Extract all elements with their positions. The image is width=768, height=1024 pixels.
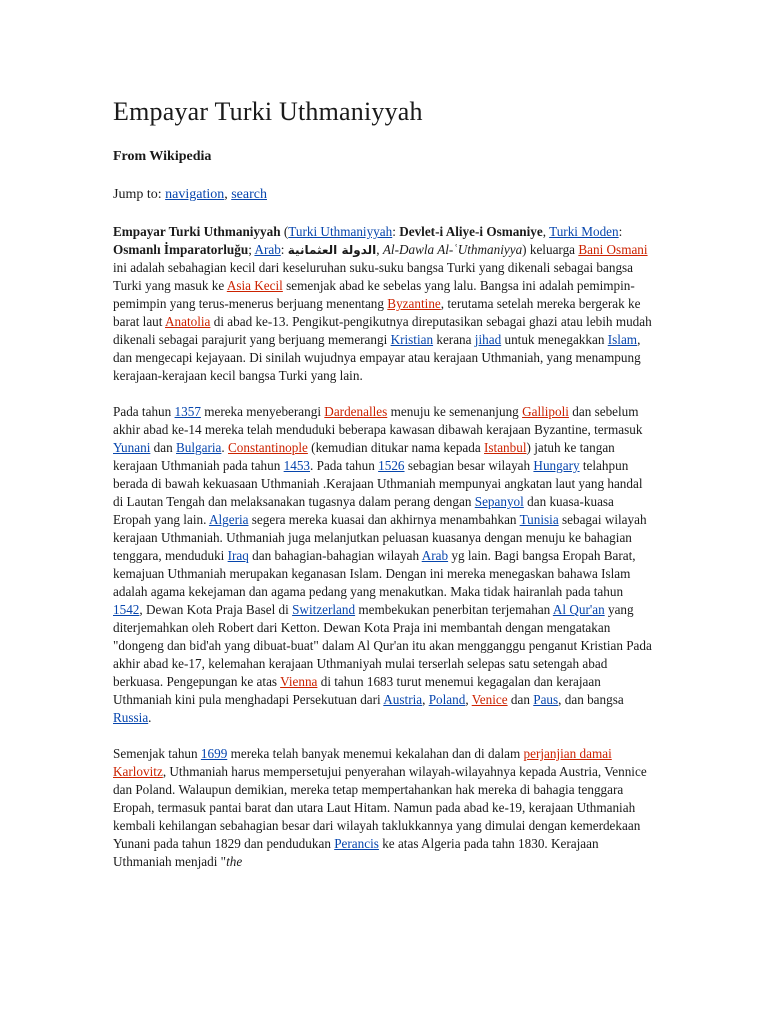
body-text: ) jatuh ke tangan kerajaan Uthmaniah pada tahun <box>113 440 615 473</box>
article-link[interactable]: Poland <box>428 692 466 707</box>
body-text: ) keluarga <box>522 242 579 257</box>
body-text: dan kuasa-kuasa Eropah yang lain. <box>113 494 614 527</box>
body-text: , Uthmaniah harus mempersetujui penyerahan wilayah-wilayahnya kepada Austria, Vennice dan Poland. Walaupun demikian, mereka tetap mempertahankan hak mereka di bahagia tenggara Eropah, termasuk pantai barat dan utara Laut Hitam. Namun pada abad ke-19, kerajaan Uthmaniah kembali kehilangan sebahagian besar dari wilayah taklukkannya yang dimulai dengan kemerdekaan Yunani pada tahun 1829 dan pendudukan <box>113 764 647 851</box>
body-text: , terutama setelah mereka bergerak ke barat laut <box>113 296 641 329</box>
article-link[interactable]: jihad <box>474 332 502 347</box>
body-text: dan bahagian-bahagian wilayah <box>248 548 422 563</box>
body-text: menuju ke semenanjung <box>387 404 523 419</box>
paragraph-intro <box>113 223 653 385</box>
body-text: mereka menyeberangi <box>200 404 325 419</box>
article-link[interactable]: Paus <box>533 692 559 707</box>
body-text: kerana <box>433 332 475 347</box>
body-text: , Dewan Kota Praja Basel di <box>139 602 293 617</box>
article-link[interactable]: Islam <box>607 332 638 347</box>
body-text: sebagai wilayah kerajaan Uthmaniah. Uthmaniah juga melanjutkan peluasan kuasanya dengan menuju ke bahagian tenggara, menduduki <box>113 512 647 563</box>
body-text: di tahun 1683 turut menemui kegagalan dan kerajaan Uthmaniah kini pula menghadapi Persekutuan dari <box>113 674 601 707</box>
article-link[interactable]: Al Qur'an <box>552 602 605 617</box>
article-link[interactable]: Constantinople <box>228 440 308 455</box>
article-link[interactable]: Switzerland <box>292 602 356 617</box>
body-text: , <box>376 242 383 257</box>
body-text: ini adalah sebahagian kecil dari keseluruhan suku-suku bangsa Turki yang dikenali sebagai bangsa Turki yang masuk ke <box>113 260 634 293</box>
article-link[interactable]: Tunisia <box>519 512 559 527</box>
article-link[interactable]: Turki Uthmaniyyah <box>288 224 393 239</box>
italic-text: the <box>226 854 243 869</box>
article-link[interactable]: Perancis <box>334 836 379 851</box>
body-text: (kemudian ditukar nama kepada <box>307 440 485 455</box>
body-text: , dan bangsa <box>558 692 624 707</box>
body-text: di abad ke-13. Pengikut-pengikutnya direputasikan sebagai ghazi atau lebih mudah dikenali sebagai parajurit yang berjuang memerangi <box>113 314 652 347</box>
body-text: sebagian besar wilayah <box>404 458 534 473</box>
body-text: : <box>392 224 400 239</box>
body-text: mereka telah banyak menemui kekalahan dan di dalam <box>227 746 524 761</box>
body-text: . <box>221 440 229 455</box>
arabic-text: الدولة العثمانية <box>287 243 377 257</box>
body-text: : <box>618 224 623 239</box>
body-text: , <box>542 224 550 239</box>
paragraph-history <box>113 403 653 727</box>
body-text: semenjak abad ke sebelas yang lalu. Bangsa ini adalah pemimpin-pemimpin yang terus-menerus berjuang menentang <box>113 278 635 311</box>
article-link[interactable]: Istanbul <box>484 440 527 455</box>
jump-to-bar <box>113 186 653 204</box>
article-link[interactable]: Bulgaria <box>176 440 222 455</box>
article-link[interactable]: Kristian <box>390 332 434 347</box>
article-link[interactable]: Sepanyol <box>474 494 524 509</box>
body-text: , dan mengecapi kejayaan. Di sinilah wujudnya empayar atau kerajaan Uthmaniah, yang menampung kerajaan-kerajaan kecil bangsa Turki yang lain. <box>113 332 641 383</box>
article-link[interactable]: Venice <box>471 692 508 707</box>
bold-text: Osmanlı İmparatorluğu <box>113 242 249 257</box>
article-link[interactable]: Austria <box>383 692 423 707</box>
body-text: . Pada tahun <box>310 458 379 473</box>
article-link[interactable]: Asia Kecil <box>226 278 283 293</box>
article-link[interactable]: 1542 <box>113 602 140 617</box>
body-text: : <box>280 242 288 257</box>
article-link[interactable]: perjanjian damai Karlovitz <box>113 746 612 779</box>
article-link[interactable]: Gallipoli <box>522 404 569 419</box>
body-text: Pada tahun <box>113 404 175 419</box>
body-text: yang diterjemahkan oleh Robert dari Ketton. Dewan Kota Praja ini membantah dengan mengatakan "dongeng dan bid'ah yang dibuat-buat" dalam Al Qur'an itu akan mengganggu penganut Kristian Pada akhir abad ke-17, kelemahan kerajaan Uthmaniyah mulai terserlah selepas satu setengah abad berkuasa. Pengepungan ke atas <box>113 602 652 689</box>
search-link[interactable]: search <box>231 187 267 202</box>
body-text: ( <box>280 224 289 239</box>
article-link[interactable]: Arab <box>254 242 281 257</box>
jump-label: Jump to: <box>113 187 166 202</box>
body-text: , <box>422 692 429 707</box>
article-link[interactable]: Anatolia <box>165 314 211 329</box>
body-text: dan <box>150 440 176 455</box>
body-text: ; <box>248 242 255 257</box>
article-link[interactable]: Dardenalles <box>324 404 388 419</box>
body-text: yg lain. Bagi bangsa Eropah Barat, kemajuan Uthmaniah merupakan keganasan Islam. Dengan ini mereka menegaskan bahawa Islam adalah agama kekejaman dan agama pedang yang menakutkan. Maka tidak hairanlah pada tahun <box>113 548 636 599</box>
article-link[interactable]: Yunani <box>113 440 151 455</box>
italic-text: Al-Dawla Al-ʿUthmaniyya <box>382 242 523 257</box>
bold-text: Empayar Turki Uthmaniyyah <box>113 224 281 239</box>
body-text: dan <box>507 692 534 707</box>
body-text: , <box>465 692 472 707</box>
body-text: untuk menegakkan <box>501 332 608 347</box>
jump-separator: , <box>224 187 232 202</box>
body-text: . <box>148 710 152 725</box>
bold-text: Devlet-i Aliye-i Osmaniye <box>399 224 543 239</box>
article-link[interactable]: 1699 <box>200 746 228 761</box>
body-text: ke atas Algeria pada tahn 1830. Kerajaan Uthmaniah menjadi " <box>113 836 599 869</box>
article-link[interactable]: Turki Moden <box>549 224 619 239</box>
body-text: Semenjak tahun <box>113 746 201 761</box>
body-text: telahpun berada di bawah kekuasaan Uthmaniah .Kerajaan Uthmaniah mempunyai angkatan laut yang handal di Lautan Tengah dan melaksanakan tugasnya dalam perang dengan <box>113 458 643 509</box>
article-content <box>113 96 653 889</box>
page-title: Empayar Turki Uthmaniyyah <box>113 97 423 126</box>
body-text: membekukan penerbitan terjemahan <box>355 602 553 617</box>
article-link[interactable]: Hungary <box>533 458 580 473</box>
paragraph-decline <box>113 745 653 871</box>
article-link[interactable]: Arab <box>421 548 449 563</box>
article-link[interactable]: Iraq <box>227 548 249 563</box>
article-link[interactable]: 1526 <box>378 458 405 473</box>
article-link[interactable]: 1357 <box>174 404 201 419</box>
article-link[interactable]: Bani Osmani <box>578 242 648 257</box>
article-link[interactable]: Algeria <box>208 512 249 527</box>
body-text: segera mereka kuasai dan akhirnya menambahkan <box>248 512 520 527</box>
body-text: dan sebelum akhir abad ke-14 mereka telah menduduki beberapa kawasan dibawah kerajaan Byzantine, termasuk <box>113 404 643 437</box>
article-link[interactable]: Byzantine <box>387 296 441 311</box>
page-subtitle: From Wikipedia <box>113 149 212 164</box>
article-link[interactable]: Russia <box>113 710 149 725</box>
article-link[interactable]: Vienna <box>280 674 318 689</box>
article-link[interactable]: 1453 <box>283 458 311 473</box>
navigation-link[interactable]: navigation <box>165 187 225 202</box>
